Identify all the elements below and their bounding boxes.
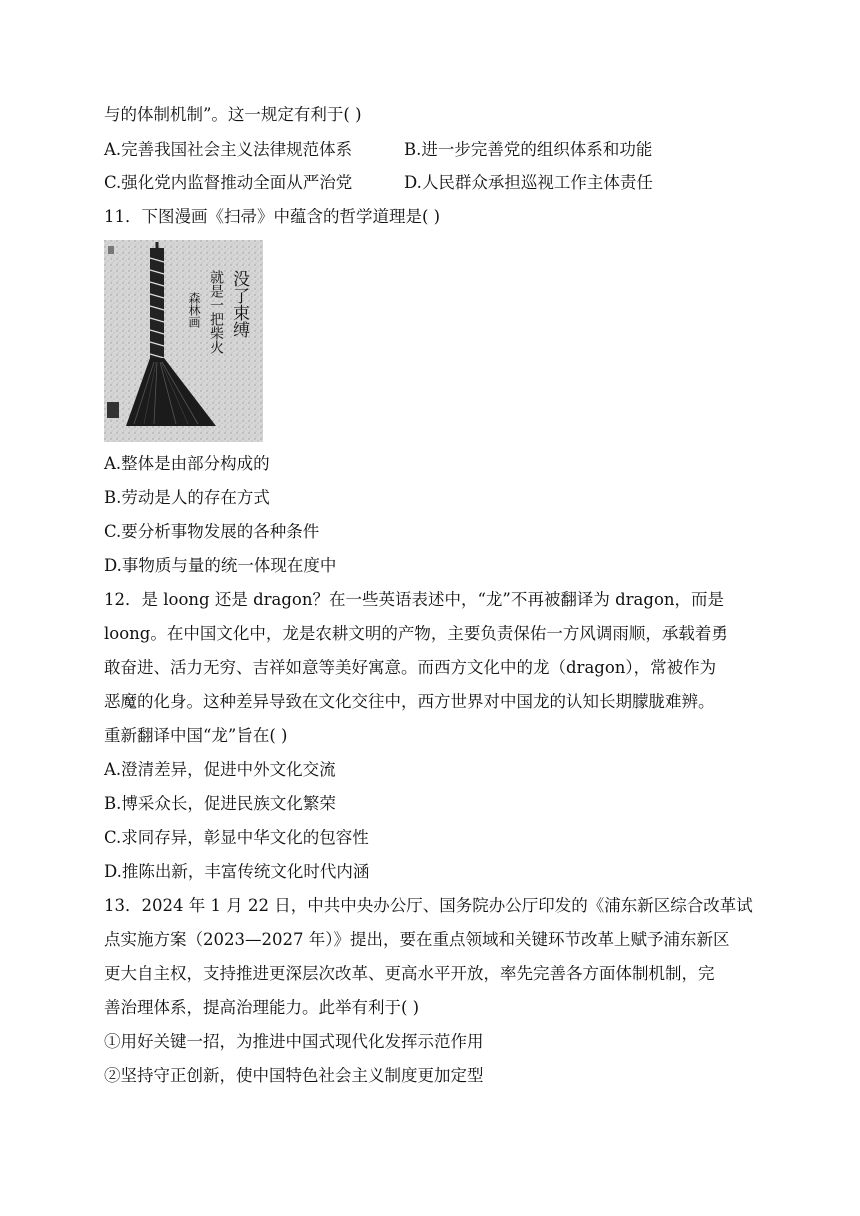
q10-option-a: A.完善我国社会主义法律规范体系 xyxy=(104,140,353,159)
q12-option-b: B.博采众长，促进民族文化繁荣 xyxy=(104,794,336,813)
cartoon-caption-col2: 就是一把柴火 xyxy=(208,270,224,354)
q10-option-b: B.进一步完善党的组织体系和功能 xyxy=(404,140,653,159)
q13-item-2: ②坚持守正创新，使中国特色社会主义制度更加定型 xyxy=(104,1066,484,1085)
cartoon-signature: 森林画 xyxy=(187,292,201,328)
q12-stem-line2: loong。在中国文化中，龙是农耕文明的产物，主要负责保佑一方风调雨顺，承载着勇 xyxy=(104,624,728,643)
seal-mark xyxy=(107,402,119,418)
q12-stem-line1: 12．是 loong 还是 dragon？在一些英语表述中，“龙”不再被翻译为 dragon，而是 xyxy=(104,590,724,609)
q13-stem-line3: 更大自主权，支持推进更深层次改革、更高水平开放，率先完善各方面体制机制，完 xyxy=(104,964,715,983)
q12-option-c: C.求同存异，彰显中华文化的包容性 xyxy=(104,828,369,847)
q12-option-a: A.澄清差异，促进中外文化交流 xyxy=(104,760,336,779)
q12-stem-line5: 重新翻译中国“龙”旨在( ) xyxy=(104,726,288,745)
q12-stem-line3: 敢奋进、活力无穷、吉祥如意等美好寓意。而西方文化中的龙（dragon），常被作为 xyxy=(104,658,717,677)
q13-item-1: ①用好关键一招，为推进中国式现代化发挥示范作用 xyxy=(104,1032,484,1051)
q10-stem-end: 与的体制机制”。这一规定有利于( ) xyxy=(104,105,362,124)
q10-option-c: C.强化党内监督推动全面从严治党 xyxy=(104,173,353,192)
cartoon-caption-col1: 没了束缚 xyxy=(229,270,249,338)
broom-handle xyxy=(150,242,164,360)
q13-stem-line2: 点实施方案（2023—2027 年）》提出，要在重点领域和关键环节改革上赋予浦东新区 xyxy=(104,930,730,949)
q13-stem-line1: 13．2024 年 1 月 22 日，中共中央办公厅、国务院办公厅印发的《浦东新区综合改革试 xyxy=(104,896,753,915)
corner-mark xyxy=(108,246,114,254)
q11-option-a: A.整体是由部分构成的 xyxy=(104,454,270,473)
q10-option-d: D.人民群众承担巡视工作主体责任 xyxy=(404,173,653,192)
q11-stem: 11．下图漫画《扫帚》中蕴含的哲学道理是( ) xyxy=(104,207,441,226)
q11-option-d: D.事物质与量的统一体现在度中 xyxy=(104,556,337,575)
q11-option-c: C.要分析事物发展的各种条件 xyxy=(104,522,320,541)
broom-cartoon xyxy=(104,240,263,442)
q13-stem-line4: 善治理体系，提高治理能力。此举有利于( ) xyxy=(104,998,420,1017)
q12-option-d: D.推陈出新，丰富传统文化时代内涵 xyxy=(104,862,370,881)
q11-option-b: B.劳动是人的存在方式 xyxy=(104,488,270,507)
q12-stem-line4: 恶魔的化身。这种差异导致在文化交往中，西方世界对中国龙的认知长期朦胧难辨。 xyxy=(104,692,715,711)
